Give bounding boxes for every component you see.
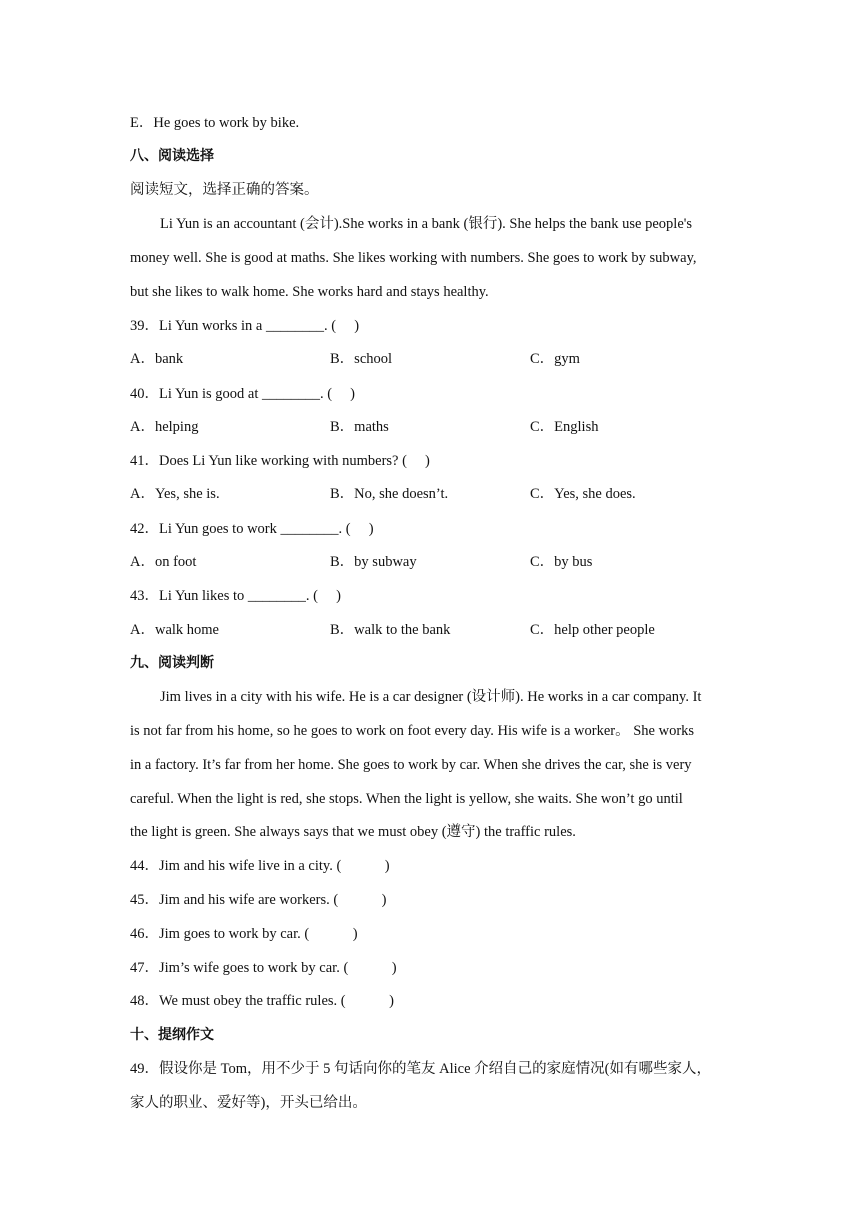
- q40-option-b: B．maths: [330, 419, 389, 435]
- passage-2-line: is not far from his home, so he goes to work on foot every day. His wife is a worker。 She works: [130, 723, 695, 739]
- q41-option-b: B．No, she doesn’t.: [330, 486, 449, 502]
- q42-option-c: C．by bus: [530, 554, 593, 570]
- q39-option-c: C．gym: [530, 351, 580, 367]
- question-40: 40．Li Yun is good at ________. ( ): [130, 386, 356, 402]
- passage-1-line: money well. She is good at maths. She likes working with numbers. She goes to work by subway,: [130, 250, 697, 266]
- statement-44: 44．Jim and his wife live in a city. ( ): [130, 858, 390, 874]
- passage-1-line: Li Yun is an accountant (会计).She works in a bank (银行). She helps the bank use people's: [160, 216, 693, 232]
- section-8-title: 八、阅读选择: [130, 148, 214, 164]
- statement-45: 45．Jim and his wife are workers. ( ): [130, 892, 387, 908]
- question-42: 42．Li Yun goes to work ________. ( ): [130, 521, 374, 537]
- q40-option-a: A．helping: [130, 419, 199, 435]
- writing-prompt-line: 家人的职业、爱好等)，开头已给出。: [130, 1095, 367, 1111]
- q43-option-b: B．walk to the bank: [330, 622, 451, 638]
- q40-option-c: C．English: [530, 419, 599, 435]
- q42-option-a: A．on foot: [130, 554, 197, 570]
- passage-2-line: careful. When the light is red, she stops. When the light is yellow, she waits. She won’t go until: [130, 791, 683, 807]
- q39-option-b: B．school: [330, 351, 393, 367]
- q43-option-c: C．help other people: [530, 622, 655, 638]
- writing-prompt-line: 49．假设你是 Tom，用不少于 5 句话向你的笔友 Alice 介绍自己的家庭情况(如有哪些家人，: [130, 1061, 711, 1077]
- statement-47: 47．Jim’s wife goes to work by car. ( ): [130, 960, 397, 976]
- q39-option-a: A．bank: [130, 351, 184, 367]
- q41-option-a: A．Yes, she is.: [130, 486, 220, 502]
- passage-2-line: in a factory. It’s far from her home. She goes to work by car. When she drives the car, she is very: [130, 757, 692, 773]
- q43-option-a: A．walk home: [130, 622, 219, 638]
- section-10-title: 十、提纲作文: [130, 1027, 214, 1043]
- passage-2-line: the light is green. She always says that we must obey (遵守) the traffic rules.: [130, 824, 576, 840]
- top-option-e: E．He goes to work by bike.: [130, 115, 300, 131]
- question-41: 41．Does Li Yun like working with numbers? ( ): [130, 453, 430, 469]
- section-8-instruction: 阅读短文，选择正确的答案。: [130, 182, 319, 198]
- passage-2-line: Jim lives in a city with his wife. He is a car designer (设计师). He works in a car company. It: [160, 689, 702, 705]
- statement-48: 48．We must obey the traffic rules. ( ): [130, 993, 394, 1009]
- section-9-title: 九、阅读判断: [130, 655, 214, 671]
- q42-option-b: B．by subway: [330, 554, 417, 570]
- passage-1-line: but she likes to walk home. She works hard and stays healthy.: [130, 284, 489, 300]
- q41-option-c: C．Yes, she does.: [530, 486, 636, 502]
- question-43: 43．Li Yun likes to ________. ( ): [130, 588, 341, 604]
- statement-46: 46．Jim goes to work by car. ( ): [130, 926, 358, 942]
- question-39: 39．Li Yun works in a ________. ( ): [130, 318, 360, 334]
